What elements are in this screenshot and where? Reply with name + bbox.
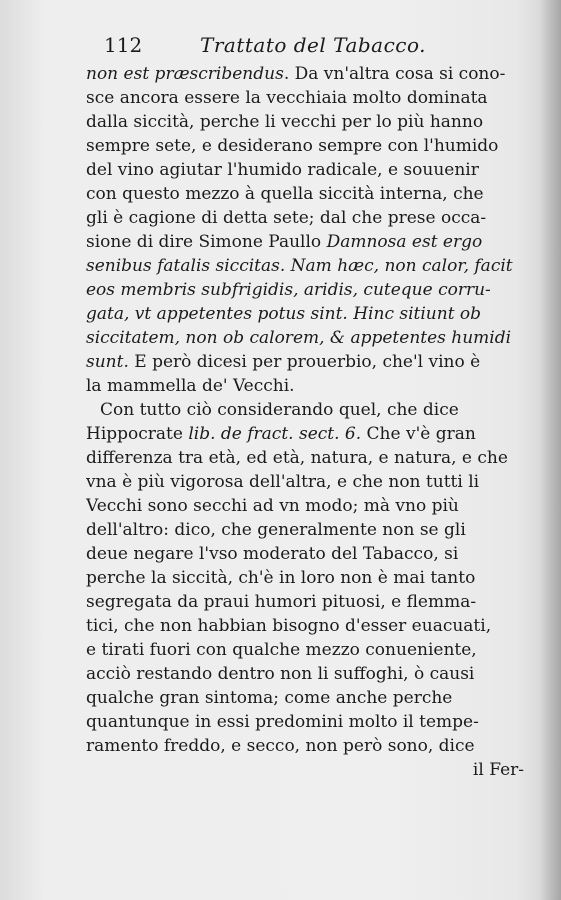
text-line [86,350,530,374]
text-line [86,446,530,470]
text-segment: e tirati fuori con qualche mezzo conueniente, [86,640,477,660]
text-line [86,638,530,662]
text-line [86,710,530,734]
text-line [86,86,530,110]
page-header [104,32,514,58]
italic-segment: non est præscribendus [86,64,284,84]
text-line [86,662,530,686]
text-segment: acciò restando dentro non li suffoghi, ò causi [86,664,475,684]
text-segment: tici, che non habbian bisogno d'esser euacuati, [86,616,492,636]
text-segment: il Fer- [472,760,524,780]
italic-segment: siccitatem, non ob calorem, & appetentes humidi [86,328,512,348]
text-line [86,326,530,350]
text-line [86,566,530,590]
text-line [86,278,530,302]
italic-segment: Damnosa est ergo [326,232,483,252]
text-segment: ramento freddo, e secco, non però sono, dice [86,736,475,756]
text-line [86,206,530,230]
text-line [86,134,530,158]
text-line [86,62,530,86]
page-gutter-shadow [539,0,561,900]
text-line [86,422,530,446]
text-line [86,302,530,326]
text-segment: dalla siccità, perche li vecchi per lo più hanno [86,112,484,132]
text-line [86,494,530,518]
text-segment: sce ancora essere la vecchiaia molto dominata [86,88,488,108]
italic-segment: sunt. [86,352,129,372]
text-segment: quantunque in essi predomini molto il tempe- [86,712,479,732]
text-segment: qualche gran sintoma; come anche perche [86,688,453,708]
text-line [86,686,530,710]
text-line [86,470,530,494]
text-line [86,734,530,758]
text-segment: Hippocrate [86,424,189,444]
text-line [86,590,530,614]
text-segment: sempre sete, e desiderano sempre con l'humido [86,136,499,156]
text-line [86,518,530,542]
text-segment: deue negare l'vso moderato del Tabacco, si [86,544,459,564]
body-text [86,62,530,782]
text-segment: Con tutto ciò considerando quel, che dice [100,400,459,420]
running-title: Trattato del Tabacco. [200,33,427,57]
text-line [86,542,530,566]
text-line [86,182,530,206]
text-line [86,254,530,278]
text-segment: gli è cagione di detta sete; dal che prese occa- [86,208,487,228]
text-line [86,158,530,182]
text-segment: . Da vn'altra cosa si cono- [283,64,506,84]
italic-segment: eos membris subfrigidis, aridis, cuteque corru- [86,280,491,300]
text-line [86,374,530,398]
text-segment: vna è più vigorosa dell'altra, e che non tutti li [86,472,480,492]
catchword [86,758,530,782]
text-segment: la mammella de' Vecchi. [86,376,295,396]
text-line [86,230,530,254]
italic-segment: lib. de fract. sect. 6. [188,424,362,444]
text-segment: con questo mezzo à quella siccità interna, che [86,184,484,204]
text-segment: Vecchi sono secchi ad vn modo; mà vno più [86,496,459,516]
text-segment: del vino agiutar l'humido radicale, e souuenir [86,160,479,180]
text-line [86,614,530,638]
page-number: 112 [104,33,143,57]
text-segment: dell'altro: dico, che generalmente non se gli [86,520,466,540]
text-segment: differenza tra età, ed età, natura, e natura, e che [86,448,508,468]
text-line [86,110,530,134]
text-segment: perche la siccità, ch'è in loro non è mai tanto [86,568,476,588]
text-segment: E però dicesi per prouerbio, che'l vino è [128,352,481,372]
text-line [86,398,530,422]
italic-segment: senibus fatalis siccitas. Nam hæc, non calor, facit [86,256,513,276]
text-segment: sione di dire Simone Paullo [86,232,327,252]
text-segment: Che v'è gran [361,424,476,444]
italic-segment: gata, vt appetentes potus sint. Hinc sitiunt ob [86,304,482,324]
text-segment: segregata da praui humori pituosi, e flemma- [86,592,477,612]
